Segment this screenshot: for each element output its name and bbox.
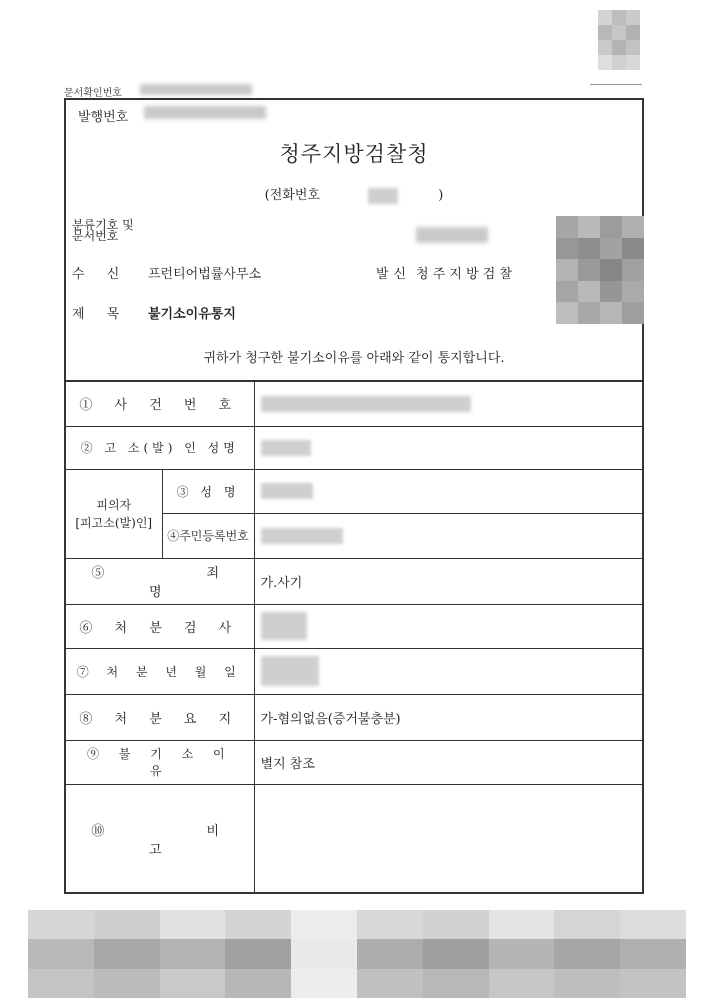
crime-label: ⑤ 죄 명 [66, 558, 254, 604]
complainant-value [254, 426, 642, 469]
redacted-class-number [416, 227, 488, 243]
redacted-date [261, 656, 319, 686]
case-number-value [254, 381, 642, 426]
class-label-1: 분류기호 및 [72, 218, 134, 232]
recipient-label: 수 신 [72, 267, 120, 282]
class-number-label [72, 220, 134, 242]
suspect-label [66, 469, 162, 558]
redacted-complainant [261, 440, 311, 456]
date-value [254, 648, 642, 694]
redacted-doc-check-number [140, 84, 252, 95]
reason-value: 별지 참조 [254, 740, 642, 784]
notice-table [66, 380, 642, 894]
resident-number-value [254, 513, 642, 558]
table-row [66, 604, 642, 648]
remarks-label: ⑩ 비 고 [66, 784, 254, 894]
sender-label: 발신 [376, 267, 412, 282]
name-label: ③ 성 명 [162, 469, 254, 513]
table-row [66, 469, 642, 513]
redacted-case-number [261, 396, 471, 412]
redacted-issue-number [144, 106, 266, 119]
remarks-value [254, 784, 642, 894]
reason-label: ⑨ 불 기 소 이 유 [66, 740, 254, 784]
page-title: 청주지방검찰청 [279, 142, 429, 166]
table-row [66, 740, 642, 784]
redacted-barcode [598, 10, 640, 70]
redacted-resident-number [261, 528, 343, 544]
table-row [66, 784, 642, 894]
recipient-value: 프런티어법률사무소 [148, 267, 262, 282]
prosecutor-label: ⑥ 처 분 검 사 [66, 604, 254, 648]
subject-label: 제 목 [72, 307, 120, 322]
table-row [66, 426, 642, 469]
complainant-label: ② 고 소(발) 인 성명 [66, 426, 254, 469]
prosecutor-value [254, 604, 642, 648]
redacted-seal [556, 216, 644, 324]
notice-frame [64, 98, 644, 894]
redacted-footer [28, 910, 686, 998]
date-label: ⑦ 처 분 년 월 일 [66, 648, 254, 694]
class-label-2: 문서번호 [72, 229, 119, 243]
crime-value: 가.사기 [254, 558, 642, 604]
summary-label: ⑧ 처 분 요 지 [66, 694, 254, 740]
sender-value: 청 주 지 방 검 찰 [416, 267, 513, 282]
table-row [66, 381, 642, 426]
issue-number-label: 발행번호 [78, 110, 129, 125]
redacted-prosecutor [261, 612, 307, 640]
subject-value: 불기소이유통지 [148, 307, 236, 322]
case-number-label: ① 사 건 번 호 [66, 381, 254, 426]
doc-check-label: 문서확인번호 [64, 88, 122, 99]
phone-line [66, 184, 642, 204]
suspect-label-1: 피의자 [96, 497, 132, 512]
table-row [66, 558, 642, 604]
name-value [254, 469, 642, 513]
redacted-name [261, 483, 313, 499]
table-row [66, 694, 642, 740]
phone-close: ) [438, 188, 444, 203]
phone-label: (전화번호 [264, 188, 320, 203]
table-row [66, 648, 642, 694]
resident-number-label: ④주민등록번호 [162, 513, 254, 558]
intro-text: 귀하가 청구한 불기소이유를 아래와 같이 통지합니다. [203, 351, 505, 366]
suspect-label-2: [피고소(발)인] [75, 515, 153, 530]
summary-value: 가-혐의없음(증거불충분) [254, 694, 642, 740]
redacted-phone [368, 188, 398, 204]
